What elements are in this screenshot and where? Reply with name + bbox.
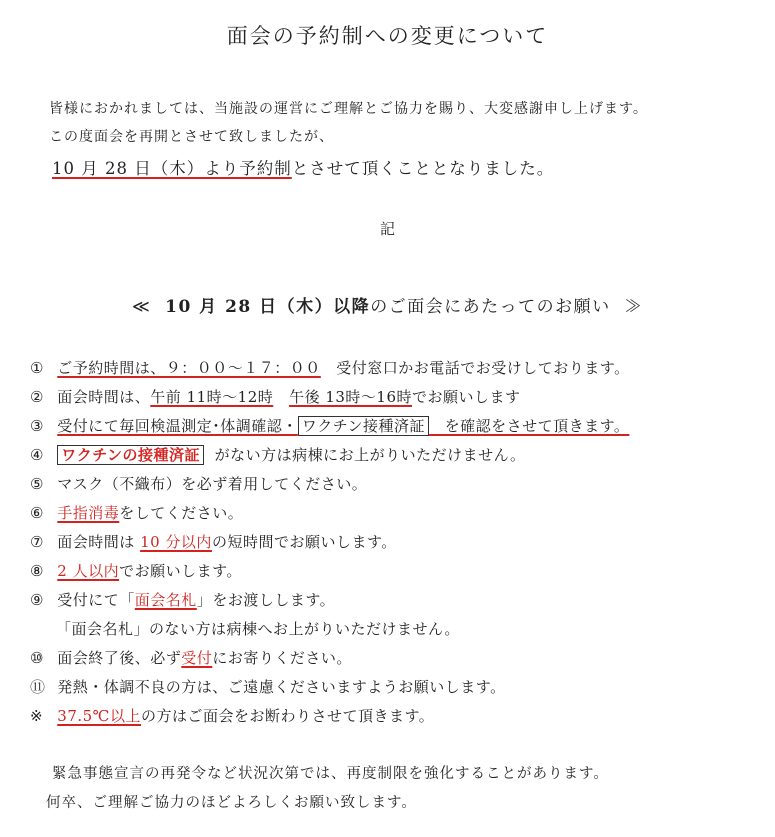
note-temperature: 37.5℃以上: [57, 707, 141, 725]
item-number: ②: [30, 388, 44, 406]
item-8-rest: でお願いします。: [119, 562, 242, 580]
item-2-pre: 面会時間は、: [57, 388, 151, 406]
item-10-rest: にお寄りください。: [212, 649, 352, 667]
item-9-pre: 受付にて「: [57, 591, 135, 609]
item-7-rest: の短時間でお願いします。: [211, 533, 397, 551]
list-item-3: [30, 415, 629, 436]
list-item-9: [30, 589, 335, 610]
item-5-text: マスク（不織布）を必ず着用してください。: [57, 475, 368, 493]
note-rest: の方はご面会をお断わりさせて頂きます。: [140, 707, 435, 725]
item-6-hand-disinfection: 手指消毒: [57, 504, 120, 522]
list-item-4: [30, 444, 526, 465]
item-3-vaccine-cert-box: ワクチン接種済証: [298, 416, 429, 436]
item-number: ⑥: [30, 504, 44, 522]
item-4-vaccine-cert-box: ワクチンの接種済証: [57, 445, 204, 465]
item-2-rest: でお願いします: [412, 388, 521, 406]
item-8-people-limit: 2 人以内: [57, 562, 120, 580]
item-10-reception: 受付: [181, 649, 213, 667]
note-mark: ※: [30, 707, 44, 725]
subtitle-date: 10 月 28 日（木）以降: [165, 297, 371, 317]
item-number: ⑦: [30, 533, 44, 551]
list-item-9-continued: [56, 618, 460, 639]
list-item-5: [30, 473, 367, 494]
subtitle-close-bracket: ≫: [624, 297, 643, 317]
item-1-reservation-time: ご予約時間は、９：００～１７：００: [57, 359, 321, 377]
item-2-am-time: 午前 11時～12時: [150, 388, 274, 406]
list-item-10: [30, 647, 352, 668]
item-number: ③: [30, 417, 44, 435]
subtitle-open-bracket: ≪: [132, 297, 152, 317]
item-number: ⑨: [30, 591, 44, 609]
intro-line-1: 皆様におかれましては、当施設の運営にご理解とご協力を賜り、大変感謝申し上げます。: [49, 101, 648, 117]
page-title: 面会の予約制への変更について: [226, 24, 549, 48]
list-item-1: [30, 357, 630, 378]
item-number: ⑪: [30, 678, 46, 696]
intro-line-2: この度面会を再開とさせて致しましたが、: [49, 129, 334, 145]
item-number: ④: [30, 446, 44, 464]
list-item-note: [30, 705, 434, 726]
item-1-rest: 受付窓口かお電話でお受けしております。: [320, 359, 630, 377]
item-11-text: 発熱・体調不良の方は、ご遠慮くださいますようお願いします。: [57, 678, 506, 696]
item-3-rest: を確認をさせて頂きます。: [429, 417, 630, 435]
item-number: ⑧: [30, 562, 44, 580]
list-item-7: [30, 531, 397, 552]
item-9-name-tag: 面会名札: [134, 591, 197, 609]
subtitle-rest: のご面会にあたってのお願い: [370, 297, 611, 317]
item-9-rest: 」をお渡しします。: [196, 591, 336, 609]
notice-date: 10 月 28 日（木）より予約制: [52, 159, 292, 178]
item-3-pre: 受付にて毎回検温測定･体調確認・: [57, 417, 298, 435]
closing-line-1: 緊急事態宣言の再発令など状況次第では、再度制限を強化することがあります。: [52, 766, 609, 782]
closing-line-2: 何卒、ご理解ご協力のほどよろしくお願い致します。: [46, 795, 417, 811]
item-number: ⑤: [30, 475, 44, 493]
item-10-pre: 面会終了後、必ず: [57, 649, 182, 667]
list-item-8: [30, 560, 242, 581]
list-item-6: [30, 502, 243, 523]
ki-heading: 記: [379, 220, 395, 238]
list-item-11: [30, 676, 506, 697]
list-item-2: [30, 386, 521, 407]
item-4-rest: がない方は病棟にお上がりいただけません。: [214, 446, 526, 464]
request-subtitle: [0, 292, 775, 317]
item-number: ⑩: [30, 649, 44, 667]
notice-rest: とさせて頂くこととなりました。: [291, 159, 555, 178]
item-7-pre: 面会時間は: [57, 533, 135, 551]
item-number: ①: [30, 359, 44, 377]
item-9b-text: 「面会名札」のない方は病棟へお上がりいただけません。: [56, 620, 460, 638]
notice-line: [52, 155, 554, 179]
item-7-time-limit: 10 分以内: [140, 533, 212, 551]
item-6-rest: をしてください。: [119, 504, 244, 522]
item-2-pm-time: 午後 13時～16時: [289, 388, 413, 406]
